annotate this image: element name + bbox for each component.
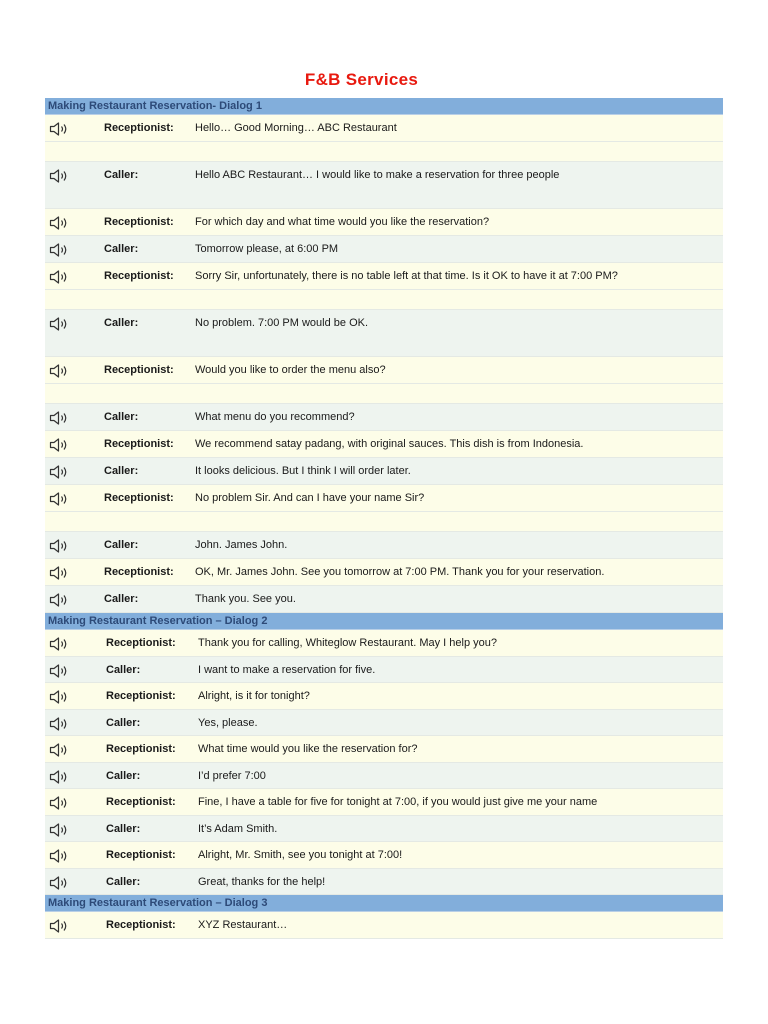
dialog-line xyxy=(45,209,723,236)
dialog-header-2: Making Restaurant Reservation – Dialog 2 xyxy=(45,613,723,630)
dialog-text: Fine, I have a table for five for tonight at 7:00, if you would just give me your name xyxy=(198,796,598,808)
spacer-row xyxy=(45,290,723,310)
spacer-row xyxy=(45,142,723,162)
dialog-text: Tomorrow please, at 6:00 PM xyxy=(195,243,339,255)
dialog-text: No problem Sir. And can I have your name Sir? xyxy=(195,492,425,504)
dialog-text: What menu do you recommend? xyxy=(195,411,355,423)
dialog-line xyxy=(45,586,723,613)
speaker-label: Caller: xyxy=(104,593,139,605)
speaker-label: Receptionist: xyxy=(106,637,176,649)
dialog-text: Thank you for calling, Whiteglow Restaurant. May I help you? xyxy=(198,637,497,649)
speaker-audio-icon[interactable] xyxy=(49,743,71,757)
dialog-header-3: Making Restaurant Reservation – Dialog 3 xyxy=(45,895,723,912)
dialog-text: Would you like to order the menu also? xyxy=(195,364,386,376)
speaker-audio-icon[interactable] xyxy=(49,539,71,553)
dialog-line xyxy=(45,736,723,763)
speaker-audio-icon[interactable] xyxy=(49,364,71,378)
speaker-label: Caller: xyxy=(106,876,141,888)
speaker-label: Receptionist: xyxy=(106,743,176,755)
dialog-line xyxy=(45,710,723,736)
dialog-line xyxy=(45,816,723,842)
speaker-label: Caller: xyxy=(106,717,141,729)
dialog-line xyxy=(45,912,723,939)
dialog-line xyxy=(45,657,723,683)
speaker-audio-icon[interactable] xyxy=(49,411,71,425)
speaker-label: Receptionist: xyxy=(104,566,174,578)
dialog-text: Alright, is it for tonight? xyxy=(198,690,310,702)
dialog-line xyxy=(45,162,723,209)
speaker-label: Caller: xyxy=(104,465,139,477)
speaker-audio-icon[interactable] xyxy=(49,664,71,678)
speaker-label: Receptionist: xyxy=(106,849,176,861)
dialog-line xyxy=(45,310,723,357)
dialog-text: Hello ABC Restaurant… I would like to make a reservation for three people xyxy=(195,169,560,181)
dialog-text: Yes, please. xyxy=(198,717,258,729)
dialog-line xyxy=(45,485,723,512)
speaker-label: Caller: xyxy=(104,243,139,255)
speaker-label: Receptionist: xyxy=(104,270,174,282)
speaker-audio-icon[interactable] xyxy=(49,593,71,607)
speaker-label: Receptionist: xyxy=(104,122,174,134)
speaker-label: Receptionist: xyxy=(106,690,176,702)
dialog-text: John. James John. xyxy=(195,539,288,551)
dialog-text: It’s Adam Smith. xyxy=(198,823,278,835)
speaker-label: Caller: xyxy=(106,770,141,782)
dialog-text: I want to make a reservation for five. xyxy=(198,664,376,676)
speaker-audio-icon[interactable] xyxy=(49,770,71,784)
dialog-text: Hello… Good Morning… ABC Restaurant xyxy=(195,122,397,134)
speaker-audio-icon[interactable] xyxy=(49,122,71,136)
speaker-label: Receptionist: xyxy=(106,796,176,808)
dialog-line xyxy=(45,458,723,485)
speaker-label: Caller: xyxy=(106,823,141,835)
dialog-text: No problem. 7:00 PM would be OK. xyxy=(195,317,369,329)
dialog-line xyxy=(45,236,723,263)
speaker-audio-icon[interactable] xyxy=(49,566,71,580)
speaker-audio-icon[interactable] xyxy=(49,717,71,731)
dialog-text: XYZ Restaurant… xyxy=(198,919,288,931)
speaker-label: Caller: xyxy=(106,664,141,676)
dialog-text: For which day and what time would you like the reservation? xyxy=(195,216,490,228)
speaker-label: Caller: xyxy=(104,317,139,329)
speaker-label: Caller: xyxy=(104,539,139,551)
page-title-text: F&B Services xyxy=(304,70,419,89)
dialog-line xyxy=(45,115,723,142)
dialog-text: Thank you. See you. xyxy=(195,593,296,605)
spacer-row xyxy=(45,512,723,532)
speaker-label: Receptionist: xyxy=(104,492,174,504)
dialog-line xyxy=(45,404,723,431)
speaker-audio-icon[interactable] xyxy=(49,492,71,506)
speaker-audio-icon[interactable] xyxy=(49,796,71,810)
dialog-line xyxy=(45,559,723,586)
page-title xyxy=(0,70,723,90)
speaker-audio-icon[interactable] xyxy=(49,317,71,331)
dialog-text: OK, Mr. James John. See you tomorrow at 7:00 PM. Thank you for your reservation. xyxy=(195,566,605,578)
dialog-text: We recommend satay padang, with original sauces. This dish is from Indonesia. xyxy=(195,438,584,450)
speaker-audio-icon[interactable] xyxy=(49,823,71,837)
speaker-audio-icon[interactable] xyxy=(49,465,71,479)
dialog-text: Great, thanks for the help! xyxy=(198,876,326,888)
dialog-line xyxy=(45,431,723,458)
speaker-audio-icon[interactable] xyxy=(49,169,71,183)
speaker-audio-icon[interactable] xyxy=(49,849,71,863)
speaker-label: Receptionist: xyxy=(106,919,176,931)
dialog-table xyxy=(45,98,723,939)
dialog-header-1: Making Restaurant Reservation- Dialog 1 xyxy=(45,98,723,115)
speaker-label: Receptionist: xyxy=(104,216,174,228)
dialog-line xyxy=(45,532,723,559)
dialog-line xyxy=(45,263,723,290)
dialog-text: It looks delicious. But I think I will order later. xyxy=(195,465,411,477)
dialog-line xyxy=(45,683,723,710)
speaker-label: Receptionist: xyxy=(104,364,174,376)
dialog-text: Sorry Sir, unfortunately, there is no table left at that time. Is it OK to have it at 7:00 PM? xyxy=(195,270,618,282)
dialog-line xyxy=(45,842,723,869)
dialog-line xyxy=(45,763,723,789)
dialog-line xyxy=(45,357,723,384)
speaker-audio-icon[interactable] xyxy=(49,690,71,704)
dialog-text: What time would you like the reservation for? xyxy=(198,743,418,755)
speaker-audio-icon[interactable] xyxy=(49,270,71,284)
speaker-audio-icon[interactable] xyxy=(49,876,71,890)
speaker-label: Caller: xyxy=(104,169,139,181)
dialog-line xyxy=(45,630,723,657)
speaker-label: Receptionist: xyxy=(104,438,174,450)
dialog-line xyxy=(45,869,723,895)
spacer-row xyxy=(45,384,723,404)
speaker-label: Caller: xyxy=(104,411,139,423)
speaker-audio-icon[interactable] xyxy=(49,216,71,230)
speaker-audio-icon[interactable] xyxy=(49,637,71,651)
dialog-line xyxy=(45,789,723,816)
dialog-text: I’d prefer 7:00 xyxy=(198,770,266,782)
speaker-audio-icon[interactable] xyxy=(49,919,71,933)
dialog-text: Alright, Mr. Smith, see you tonight at 7:00! xyxy=(198,849,403,861)
speaker-audio-icon[interactable] xyxy=(49,243,71,257)
speaker-audio-icon[interactable] xyxy=(49,438,71,452)
